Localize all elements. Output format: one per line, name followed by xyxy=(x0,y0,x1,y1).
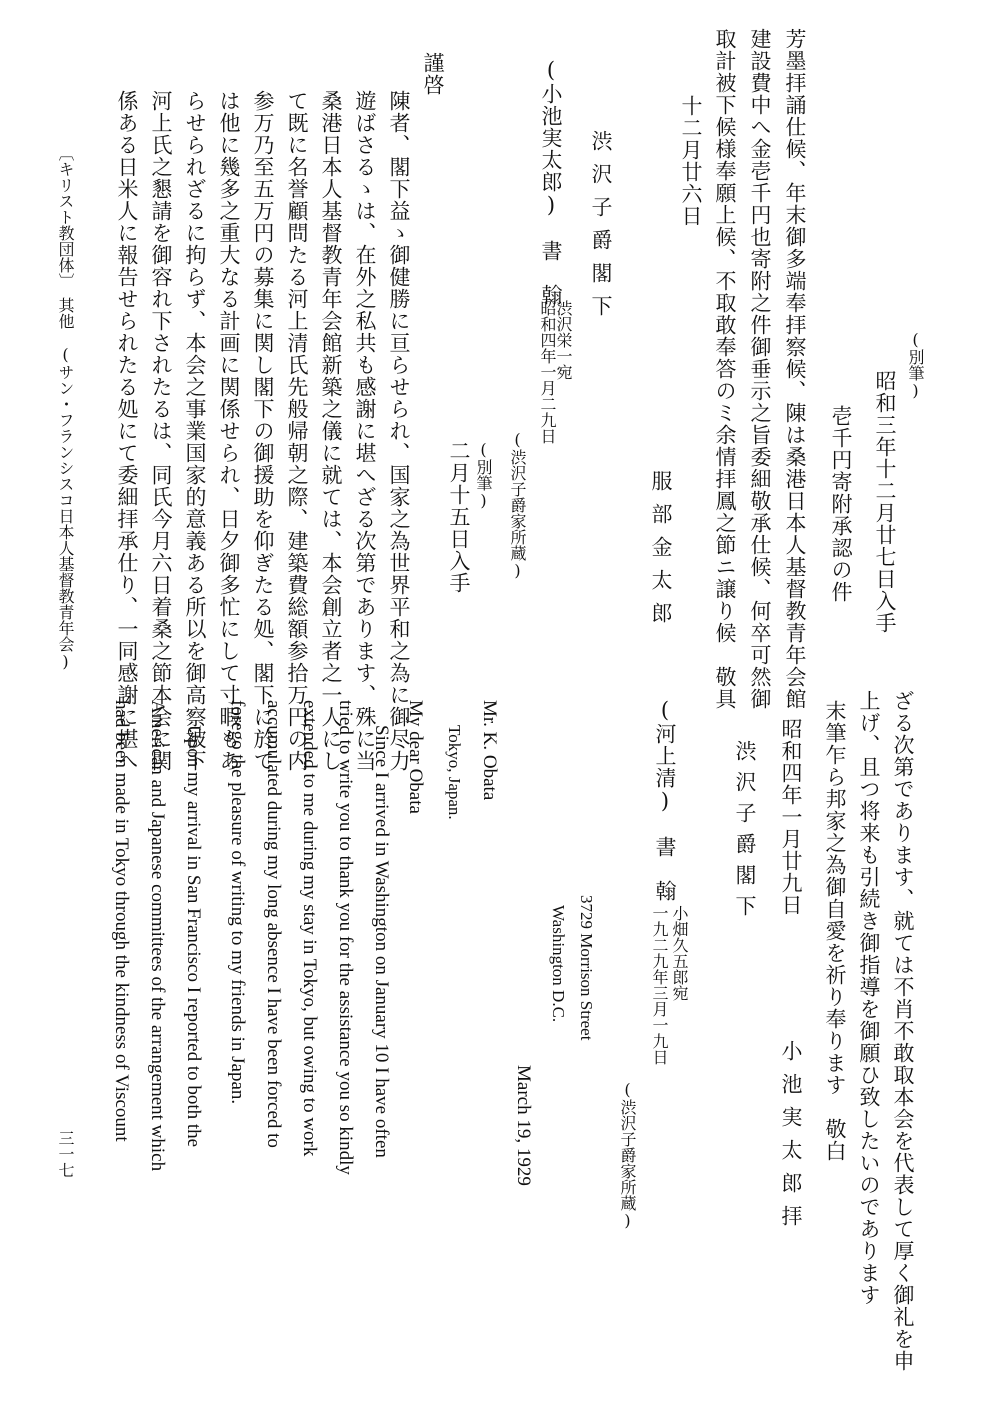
letter3-date-jp: 一九二九年三月一九日 xyxy=(650,905,669,1065)
recipient-name: Mr. K. Obata xyxy=(479,700,500,801)
body-line8: had been made in Tokyo through the kindness of Viscount xyxy=(111,700,132,1142)
address-city: Washington D.C. xyxy=(549,905,568,1023)
letter1-addressee: 渋沢子爵閣下 xyxy=(589,130,613,328)
letter2-recipient: 渋沢栄一宛 xyxy=(554,300,573,380)
address-street: 3729 Morrison Street xyxy=(577,895,596,1041)
letter2-line9: 係ある日米人に報告せられたる処にて委細拝承仕り、一同感謝に堪へ xyxy=(115,90,139,772)
letter1-date: 十二月廿六日 xyxy=(679,95,703,227)
bessu-note: (別筆) xyxy=(906,330,925,400)
letter2-cont-line3: 末筆乍ら邦家之為御自愛を祈り奉ります 敬白 xyxy=(823,700,847,1162)
letter2-line1: 陳者、閣下益ゝ御健勝に亘らせられ、国家之為世界平和之為に御尽力 xyxy=(387,90,411,772)
letter2-line3: 桑港日本人基督教青年会館新築之儀に就ては、本会創立者之一人にし xyxy=(319,90,343,772)
letter2-cont-date: 昭和四年一月廿九日 xyxy=(779,718,803,916)
letter2-greeting: 謹啓 xyxy=(421,52,445,96)
letter2-line7: らせられざるに拘らず、本会之事業国家的意義ある所以を御高察被下 xyxy=(183,90,207,772)
body-line6: Upon my arrival in San Francisco I reported to both the xyxy=(183,725,204,1148)
item-title: 壱千円寄附承認の件 xyxy=(829,405,853,603)
letter1-line1: 芳墨拝誦仕候、年末御多端奉拝察候、陳は桑港日本人基督教青年会館 xyxy=(783,28,807,710)
letter2-line8: 河上氏之懇請を御容れ下されたるは、同氏今月六日着桑之節本会に関 xyxy=(149,90,173,772)
letter1-line3: 取計被下候様奉願上候、不取敢奉答のミ余情拝鳳之節ニ譲り候 敬具 xyxy=(713,28,737,710)
recipient-location: Tokyo, Japan. xyxy=(445,725,464,820)
letter2-cont-line1: ざる次第であります、就ては不肖不敢取本会を代表して厚く御礼を申 xyxy=(891,690,915,1372)
page-number: 三一七 xyxy=(56,1130,75,1178)
body-line4: accumulated during my long absence I have been forced to xyxy=(263,700,284,1148)
letter2-addressee: 渋沢子爵閣下 xyxy=(733,740,757,926)
body-line7: American and Japanese committees of the arrangement which xyxy=(147,700,168,1172)
letter2-line6: は他に幾多之重大なる計画に関係せられ、日夕御多忙にして寸暇もあ xyxy=(217,90,241,772)
body-line2: tried to write you to thank you for the assistance you so kindly xyxy=(335,700,356,1175)
letter3-heading: (河上清) 書 翰 xyxy=(653,698,677,902)
body-line3: extended to me during my stay in Tokyo, but owing to work xyxy=(299,700,320,1157)
letter1-source: (渋沢子爵家所蔵) xyxy=(508,430,527,580)
letter2-source: (渋沢子爵家所蔵) xyxy=(618,1080,637,1230)
salutation: My dear Obata xyxy=(405,700,426,814)
letter3-recipient: 小畑久五郎宛 xyxy=(670,905,689,1001)
letter2-received: 二月十五日入手 xyxy=(447,440,471,594)
letter3-date: March 19, 1929 xyxy=(513,1065,534,1186)
letter1-line2: 建設費中へ金壱千円也寄附之件御垂示之旨委細敬承仕候、何卒可然御 xyxy=(748,28,772,710)
letter1-sender: 服部金太郎 xyxy=(649,470,673,635)
letter2-signature: 小池実太郎拝 xyxy=(779,1040,803,1238)
received-date: 昭和三年十二月廿七日入手 xyxy=(873,370,897,634)
letter2-line2: 遊ばさるゝは、在外之私共も感謝に堪へざる次第であります、殊に当 xyxy=(353,90,377,772)
body-line1: Since I arrived in Washington on January 10 I have often xyxy=(371,725,392,1158)
letter2-bessu: (別筆) xyxy=(474,440,493,510)
body-line5: forego the pleasure of writing to my friends in Japan. xyxy=(227,700,248,1105)
running-header: 〔キリスト教団体〕 其他 (サン・フランシスコ日本人基督教青年会) xyxy=(56,145,75,671)
letter2-line5: 参万乃至五万円の募集に関し閣下の御援助を仰ぎたる処、閣下に於て xyxy=(251,90,275,772)
letter2-line4: て既に名誉顧問たる河上清氏先般帰朝之際、建築費総額参拾万円の内 xyxy=(285,90,309,772)
letter2-heading: (小池実太郎) 書 翰 xyxy=(539,58,563,306)
letter2-cont-line2: 上げ、且つ将来も引続き御指導を御願ひ致したいのであります xyxy=(857,690,881,1306)
letter2-date: 昭和四年一月二九日 xyxy=(538,300,557,444)
